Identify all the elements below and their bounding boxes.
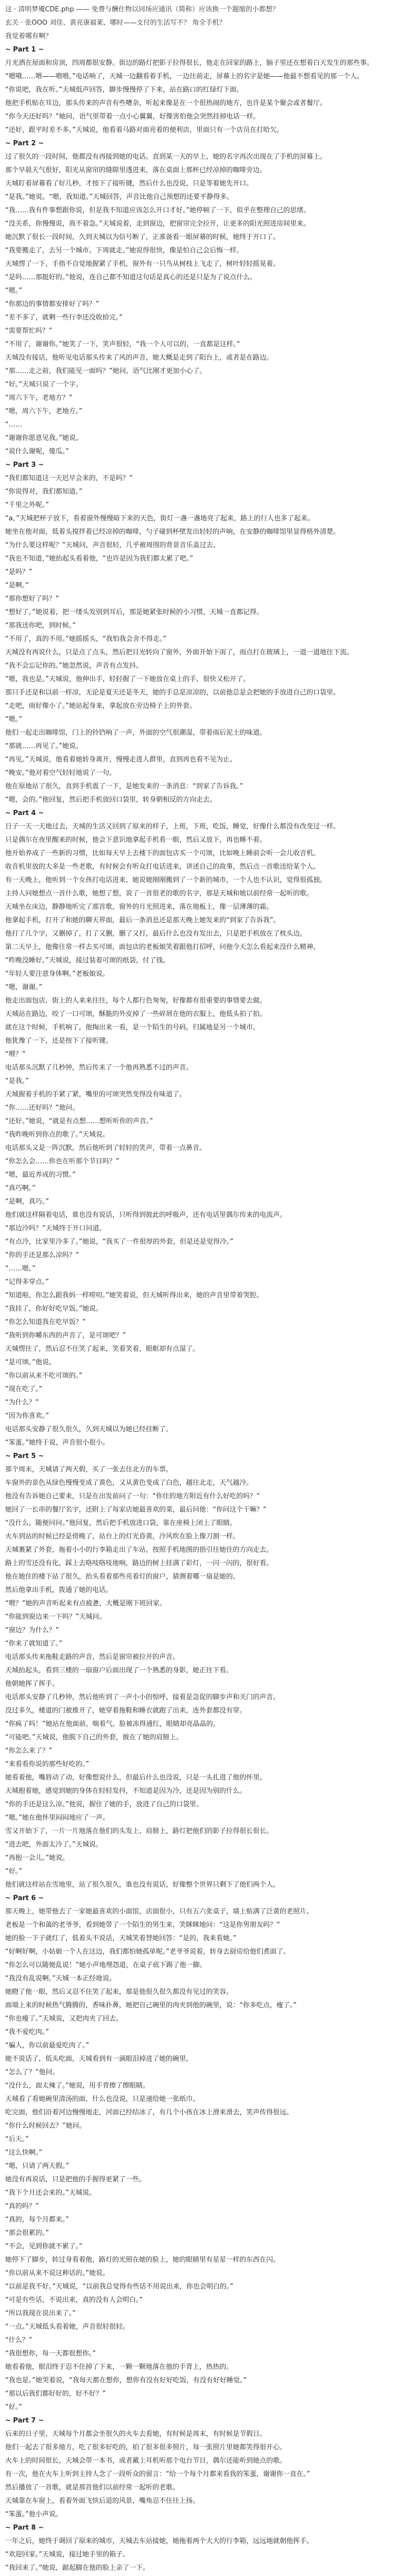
text-line: 他犹豫了一下，还是按下了接听键。 xyxy=(5,1037,113,1045)
text-line: “你今天还好吗？”她问，语气里带着一点小心翼翼，好像害怕他会突然挂掉电话一样。 xyxy=(5,113,260,121)
text-line: “真巧啊。” xyxy=(5,1184,36,1192)
text-line: 我觉着哪有啊？ xyxy=(5,32,53,40)
text-line: “我下个月还会来的。”天城说。 xyxy=(5,2189,96,2197)
section-heading: ~ Part 6 ~ xyxy=(5,1894,44,1902)
text-line: “有点冷，比家里冷多了。”她说，“我买了一件很厚的外套，但是还是觉得冷。” xyxy=(5,1238,233,1246)
text-line: “……嗯。” xyxy=(5,1265,36,1273)
text-line: “嗯。” xyxy=(5,287,22,295)
text-line: 火车上的时间很长，天城会带一本书，或者戴上耳机听那个电台节目，偶尔还能听到她点的歌。 xyxy=(5,2457,287,2465)
text-line: 日子一天一天地过去，天城的生活又回到了原来的样子，上班，下班，吃饭，睡觉，好像什么都没有改变过一样。 xyxy=(5,823,340,831)
text-line: 她看着他，嘴唇动了动，好像想说什么，但最后什么也没说，只是一头扎进了他的怀里。 xyxy=(5,1774,267,1782)
text-line: “昨晚没睡好。”天城说，接过装着可颂的纸袋，付了钱。 xyxy=(5,957,169,964)
text-line: “一点。”天城低头看着她，声音很轻很轻。 xyxy=(5,2323,129,2331)
text-line: “你说得对，我们都知道。” xyxy=(5,488,82,496)
text-line: 他打了几个字，又删掉了，打了又删，删了又打，最后什么也没有发出去，只是把手机放在了枕头边。 xyxy=(5,930,307,938)
text-line: 他走出面包店，街上的人来来往往，每个人都行色匆匆，好像都有很重要的事情要去做。 xyxy=(5,997,267,1005)
text-line: 后来的日子里，天城每个月都会坐很久的火车去看她，有时候是周末，有时候是节假日。 xyxy=(5,2430,267,2438)
text-line: 一年之后，她终于调回了原来的城市，天城去车站接她，她拖着两个大大的行李箱，远远地就朝他挥手。 xyxy=(5,2537,314,2545)
text-line: “你也瘦了。”天城说，又把肉夹了回去。 xyxy=(5,2015,123,2023)
text-line: 她坐在他对面，低着头搅拌着已经凉掉的咖啡，勺子碰到杯壁发出轻轻的声响，在安静的咖啡馆里显得格外清楚。 xyxy=(5,528,340,536)
text-line: “是吗？” xyxy=(5,568,32,576)
text-line: 有一天晚上，他听到一个女孩打电话进来，她说她刚刚搬到了一个新的城市，一个人也不认识，觉得很孤独。 xyxy=(5,876,327,884)
text-line: 那个早晨天气很好，阳光从窗帘的缝隙里透进来，落在桌面上那杯已经凉掉的咖啡旁边。 xyxy=(5,166,267,174)
text-line: “你什么时候回去？”她问。 xyxy=(5,2122,86,2130)
text-line: “现在吃了。” xyxy=(5,1385,42,1393)
text-line: “嗯，谢谢。” xyxy=(5,984,42,991)
text-line: “谢谢你愿意见我。”她说。 xyxy=(5,434,82,442)
text-line: 天城握着手机的手紧了紧，嘴里的可颂突然变得没有味道了。 xyxy=(5,1091,186,1098)
text-line: “喂？” xyxy=(5,1050,26,1058)
text-line: “是啊。” xyxy=(5,582,29,589)
text-line: 电话那头安静了几秒钟，然后他听到了一声小小的惊呼，接着是急促的脚步声和关门的声音。 xyxy=(5,1693,280,1701)
text-line: 他把手机贴在耳边，那头传来的声音有些嘈杂，听起来像是在一个很热闹的地方，也许是某个聚会或者餐厅。 xyxy=(5,99,327,107)
text-line: “我也是。”她哭着说，“我每天都在想你，想你有没有好好吃饭，有没有好好睡觉。” xyxy=(5,2377,247,2384)
text-line: 天城抱着她，感觉到她的身体在轻轻发抖，不知道是因为冷，还是因为别的什么。 xyxy=(5,1787,247,1795)
text-line: “后天。” xyxy=(5,2136,29,2143)
text-line: “你的手还是那么凉吗？” xyxy=(5,1251,79,1259)
text-line: “欢迎回家。”天城说，接过她手里的箱子。 xyxy=(5,2551,129,2558)
text-line: “不用了，谢谢你。”她笑了一下，笑声很轻，“我一个人可以的，一直都是这样。” xyxy=(5,341,240,348)
text-line: 天城愣了一下，手指不自觉地握紧了手机，窗外有一只鸟从树枝上飞走了，树叶轻轻摇晃着。 xyxy=(5,260,280,268)
text-line: “好。” xyxy=(5,1868,22,1875)
text-line: “进去吧，外面太冷了。”天城说。 xyxy=(5,1841,102,1849)
text-line: 电话那头又是一阵沉默，然后他听到了轻轻的笑声，带着一点鼻音。 xyxy=(5,1144,207,1152)
section-heading: ~ Part 3 ~ xyxy=(5,461,44,469)
text-line: 天城愣住了，然后忍不住笑了起来，笑着笑着，眼眶却有点湿了。 xyxy=(5,1345,200,1353)
text-line: 她没有再说话，只是把他的手握得更紧了一些。 xyxy=(5,2176,146,2183)
text-line: “笨蛋。”他小声说。 xyxy=(5,2511,62,2518)
text-line: “可是有些话，不说出来，真的没有人会明白。” xyxy=(5,2296,143,2304)
text-line: “那我送你吧，到时候。” xyxy=(5,622,76,630)
text-line: 他没有告诉她自己要来，只是在出发前问了一句：“你住的地方附近有什么好吃的吗？” xyxy=(5,1493,260,1500)
text-line: 他开始养成了一些新的习惯，比如每天早上去楼下的面包店买一个可颂，比如晚上睡前会听一会儿收音机。 xyxy=(5,850,320,857)
text-line: 电话那头安静了很久很久，久到天城以为她已经挂断了。 xyxy=(5,1426,173,1433)
text-line: 玄关 · 张OOO 刘佳、黄亮康福莱、哪时——支付的生活写不？ 角全手机？ xyxy=(5,19,226,27)
text-line: “千里之外呢。” xyxy=(5,501,49,509)
text-line: “没关系，你慢慢说，我不着急。”天城说着，走到窗边，把窗帘完全拉开，让更多的阳光照进房间里来。 xyxy=(5,220,310,228)
text-line: “所以我现在说出来了。” xyxy=(5,2310,76,2317)
text-line: 天城坐在床边，静静地听完了那首歌，窗外的月光照进来，落在地板上，像一层薄薄的霜。 xyxy=(5,903,273,911)
text-line: “你怎么会……你也在听那个节目吗？” xyxy=(5,1158,119,1165)
text-line: “不用了，真的不用。”她摇摇头，“我怕我会舍不得走。” xyxy=(5,635,166,643)
text-line: “周六下午，老地方？” xyxy=(5,394,73,402)
text-line: “我也不知道，”她抬起头看着他，“也许是因为我们都太累了吧。” xyxy=(5,555,193,563)
text-line: “你的手还是这么凉。”他说，握住了她的手，放进了自己的口袋里。 xyxy=(5,1801,203,1808)
text-line: “嗯，最近养成的习惯。” xyxy=(5,1171,76,1179)
text-line: “窗边？为什么？” xyxy=(5,1626,59,1634)
text-line: “a，”天城把杯子放下，看着窗外慢慢暗下来的天色，街灯一盏一盏地亮了起来，路上的行人也多了起来。 xyxy=(5,515,314,522)
text-line: “走吧，雨好像小了。”她站起身来，拿起放在旁边椅子上的外套。 xyxy=(5,702,196,710)
text-line: “再抱一会儿。”她说。 xyxy=(5,1854,69,1862)
text-line: 这 · 清明梦魇CDE.php —— 免费与酬仕物以同场应通讯（简称）应该换一个题缩的小都想？ xyxy=(5,6,279,13)
text-line: “我很想你，每一天都很想你。” xyxy=(5,2350,96,2358)
text-line: “你说吧，我在听。”天城低声回答，脚步慢慢停了下来，站在路口的红绿灯下面。 xyxy=(5,86,243,94)
text-line: “想好了。”她说着，把一缕头发别到耳后，那是她紧张时候的小习惯，天城一直都记得。 xyxy=(5,608,263,616)
text-line: 第二天早上，他像往常一样去买可颂，面包店的老板娘笑着跟他打招呼，问他今天怎么看起来没什么精神。 xyxy=(5,943,320,951)
text-line: “我昨晚听到你点的歌了。”天城说。 xyxy=(5,1131,109,1139)
text-line: “你以前从来不说这种话的。”她说。 xyxy=(5,2269,109,2277)
text-line: 天城抬起头，看到三楼的一扇窗户后面出现了一个熟悉的身影，她正往下看。 xyxy=(5,1667,233,1674)
text-line: “需要帮忙吗？” xyxy=(5,327,53,335)
text-line: “我挂了，你好好吃早饭。”她说。 xyxy=(5,1305,102,1313)
text-line: 火车到站的时候已经是傍晚了，站台上的灯光昏黄，冷风吹在脸上像刀割一样。 xyxy=(5,1533,240,1540)
text-line: “我……我有件事想跟你说，但是我不知道应该怎么开口才好。”她停顿了一下，似乎在整理自己的思绪。 xyxy=(5,207,310,214)
text-line: 收音机里放的大多是一些老歌，有时候会有听众打电话进来，讲述自己的故事，然后点一首歌送给某个人。 xyxy=(5,863,320,871)
text-line: 他在原地站了很久，直到手机震了一下，是她发来的一条消息：“到家了告诉我。” xyxy=(5,783,243,790)
text-line: 那只手还是和以前一样凉，无论是夏天还是冬天，她的手总是凉凉的，以前他总是会把她的手放进自己的口袋里。 xyxy=(5,689,340,697)
text-line: 她沉默了很长一段时间，久到天城以为信号断了，正准备看一眼屏幕的时候，她终于开口了。 xyxy=(5,233,280,241)
text-line: “我不爱吃肉。” xyxy=(5,2028,49,2036)
text-line: 吃完面，他们沿着河边慢慢地走，河面已经结冰了，有几个小孩在冰上滑来滑去，笑声传得很远。 xyxy=(5,2109,294,2116)
text-line: 她回了一长串的餐厅名字，还附上了每家店她最喜欢的菜，最后问他：“你问这个干嘛？” xyxy=(5,1506,267,1514)
text-line: “什么？” xyxy=(5,2336,32,2344)
section-heading: ~ Part 8 ~ xyxy=(5,2524,44,2532)
text-line: 面端上来的时候热气腾腾的，香味扑鼻，她把自己碗里的肉夹到他的碗里，说：“你多吃点，瘦了。” xyxy=(5,2002,297,2009)
text-line: “是可颂。”他说。 xyxy=(5,1359,56,1366)
section-heading: ~ Part 5 ~ xyxy=(5,1452,44,1460)
text-line: 天城没有再说什么，只是点了点头，然后把目光转向了窗外，外面开始下雨了，雨点打在玻璃上，一道一道地往下流。 xyxy=(5,649,354,656)
text-line: “是吗……那挺好的。”他说，连自己都不知道这句话是真心的还是只是为了说点什么。 xyxy=(5,274,256,281)
text-line: 他朝她挥了挥手。 xyxy=(5,1680,59,1688)
text-line: “我听到你嚼东西的声音了，是可颂吧？” xyxy=(5,1332,126,1340)
text-line: “因为你喜欢。” xyxy=(5,1412,49,1420)
text-line: “嗯。” xyxy=(5,716,22,723)
text-line: “是啊，真巧。” xyxy=(5,1198,49,1206)
text-line: “那会很累的。” xyxy=(5,2229,49,2237)
text-line: 主持人问她想点一首什么歌，她想了想，说了一首很老的歌的名字，那是天城和她以前经常一起听的歌。 xyxy=(5,890,314,897)
text-line: 天城没有接话，他听见电话那头传来了风的声音，她大概是走到了阳台上，或者是在路边。 xyxy=(5,354,273,362)
text-line: “你来了就知道了。” xyxy=(5,1640,62,1648)
text-line: “那以后我们都好好的，好不好？” xyxy=(5,2390,106,2398)
text-line: “以前是我不好。”天城说，“以前我总觉得有些话不用说出来，你也会明白的。” xyxy=(5,2283,233,2291)
text-line: “没什么，随便问问。”他回复，然后把手机放进口袋，靠在座椅上闭上了眼睛。 xyxy=(5,1519,236,1527)
text-line: “嗯，周六下午，老地方。” xyxy=(5,408,82,415)
text-line: 然后播放了一首歌，就是那首他们以前经常一起听的老歌。 xyxy=(5,2484,180,2492)
text-line: 天城看了看她碗里清汤的面，什么也没说，只是递给她一张纸巾。 xyxy=(5,2095,200,2103)
text-line: 雪又开始下了，一片一片地落在他们的头发上、肩膀上，路灯把他们的影子拉得很长很长。 xyxy=(5,1827,273,1835)
text-line: “晚安。”他对着空气轻轻地说了一句。 xyxy=(5,769,116,777)
text-line: “嗯，我也是。”天城说，他伸出手，轻轻握了一下她放在桌上的手，很快又松开了。 xyxy=(5,675,250,683)
text-line: “嗯，会的。”他回复，然后把手机放回口袋里，转身朝相反的方向走去。 xyxy=(5,796,216,804)
text-line: “嗯，只请了两天假。” xyxy=(5,2162,69,2170)
text-line: 她看着他，眼泪终于忍不住掉了下来，一颗一颗地落在他的手背上，热热的。 xyxy=(5,2363,233,2371)
text-line: 路上的雪还没有化，踩上去咯吱咯吱地响，路边的树上挂满了彩灯，一闪一闪的，很好看。 xyxy=(5,1560,273,1567)
text-line: “骗人，你以前最爱吃肉了。” xyxy=(5,2042,89,2049)
text-line: “没什么，面太辣了。”她说，用手背擦了擦眼睛。 xyxy=(5,2082,149,2090)
text-line: 天城裹紧了外套，拖着小小的行李箱走出了车站，按照手机地图的指引往她住的方向走去。 xyxy=(5,1546,273,1554)
text-line: “真的吗？” xyxy=(5,2202,39,2210)
text-line: “还好，跟平时差不多。”天城说，他看着马路对面亮着的便利店，里面只有一个店员在打哈欠。 xyxy=(5,126,283,134)
section-heading: ~ Part 7 ~ xyxy=(5,2417,44,2425)
text-line: “那……走之前，我们能见一面吗？”她问，语气比刚才更加小心了。 xyxy=(5,367,207,375)
text-line: “你怎么可以随便乱说！”她小声地埋怨道，在桌子底下踢了他一脚。 xyxy=(5,1961,207,1969)
text-line: 没过多久，楼道的门被推开了，她穿着拖鞋和睡衣就跑了出来，连外套都没有穿。 xyxy=(5,1707,247,1715)
text-line: 他们一起走出咖啡馆，门上的铃铛响了一声，外面的空气很潮湿，带着雨后泥土的味道。 xyxy=(5,729,267,737)
text-line: “说什么谢呢，傻瓜。” xyxy=(5,448,69,455)
text-line: “是我。”她说。“嗯，我知道。”天城回答，声音比他自己预想的还要平静得多。 xyxy=(5,193,233,201)
text-line: 电话那头沉默了几秒钟，然后传来了一个他再熟悉不过的声音。 xyxy=(5,1064,193,1072)
text-line: “你怎么来了？” xyxy=(5,1747,53,1755)
text-line: 她的脸一下子就红了，低着头不说话，天城笑着替她回答：“是的，我来看她。” xyxy=(5,1935,236,1942)
text-line: “我没有乱说啊。”天城一本正经地说。 xyxy=(5,1975,116,1982)
text-line: “真的，每个月都来。” xyxy=(5,2216,69,2224)
text-line: “你那边的事情都安排好了吗？” xyxy=(5,300,99,308)
text-line: “嗯。”她在他怀里闷闷地应了一声。 xyxy=(5,1814,109,1822)
text-line: “是我。” xyxy=(5,1077,29,1085)
text-line: “可能吧。”天城说，他脱下自己的外套，披在了她的肩膀上。 xyxy=(5,1734,183,1741)
text-line: “好。”天城只说了一个字。 xyxy=(5,381,82,388)
text-line: 然后他拿出手机，拨通了她的电话。 xyxy=(5,1586,113,1594)
text-line: 她瞪了他一眼，然后又忍不住笑了起来，那是他很久很久都没有见过的笑容。 xyxy=(5,1988,233,1996)
text-line: “你……还好吗？”他问。 xyxy=(5,1104,79,1112)
text-line: “那你想好了吗？” xyxy=(5,595,59,603)
text-line: 天城站在路边，咬了一口可颂，酥脆的外皮掉了一些碎屑在他的衣服上，他低头拍了拍。 xyxy=(5,1010,267,1018)
text-line: “那边冷吗？”天城终于开口问道。 xyxy=(5,1225,106,1232)
text-line: 那个周末，天城请了两天假，买了一张去往北方的车票。 xyxy=(5,1466,173,1473)
text-line: “年轻人要注意身体啊。”老板娘说。 xyxy=(5,970,109,978)
text-line: “你怎么知道我在吃早饭？” xyxy=(5,1318,86,1326)
text-line: “你疯了吗！”她站在他面前，喘着气，脸被冻得通红，眼睛却亮晶晶的。 xyxy=(5,1720,220,1728)
text-line: “那就……再见了。”她说。 xyxy=(5,742,82,750)
text-line: 他在她住的楼下站了很久，抬头看着那些亮着灯的窗户，猜测着哪一扇是她的。 xyxy=(5,1573,240,1581)
text-line: “为什么？” xyxy=(5,1399,39,1406)
text-line: 车窗外的景色从绿色慢慢变成了黄色，又从黄色变成了白色，越往北走，天气越冷。 xyxy=(5,1479,253,1487)
text-line: 天城靠在车窗上，看着外面飞快后退的风景，嘴角忍不住往上扬。 xyxy=(5,2497,200,2505)
text-line: “这么快啊。” xyxy=(5,2149,42,2157)
text-line: 电话那头传来拖鞋走路的声音，然后是窗帘被拉开的声音。 xyxy=(5,1653,180,1661)
text-line: 只是偶尔在夜里醒来的时候，他会下意识地拿起手机看一眼，然后又放下，再也睡不着。 xyxy=(5,836,267,844)
text-line: 有一次，他在火车上听到主持人念了一段听众的留言：“给一个每个月都来看我的笨蛋，谢谢你一直在。” xyxy=(5,2470,310,2478)
text-line: “…… xyxy=(5,421,22,429)
text-line: 她不说话了，低头吃面，天城看到有一滴眼泪掉进了她的碗里。 xyxy=(5,2055,193,2063)
text-line: “怎么了？”他问。 xyxy=(5,2069,59,2076)
text-line: 月光洒在屋面和房顶，四周都很安静。街边的路灯把影子拉得很长，他走在回家的路上，脑子里还在想着白天发生的那些事。 xyxy=(5,59,374,67)
section-heading: ~ Part 4 ~ xyxy=(5,809,44,817)
text-line: “我要搬走了，去另一个城市。下周就走。”她说得很快，像是怕自己会后悔一样。 xyxy=(5,247,243,255)
text-line: “我回来了。”她说，踮起脚在他的脸上亲了一下。 xyxy=(5,2564,149,2572)
text-line: 老板是一个和蔼的老爷爷，看到她带了一个陌生的男生来，笑眯眯地问：“这是你男朋友吗？” xyxy=(5,1921,280,1929)
text-line: “我们都知道这一天迟早会来的，不是吗？” xyxy=(5,474,133,482)
text-line: 他们一起去了很多地方，吃了很多好吃的，拍了很多很多照片，每一张照片里她都笑得很开心。 xyxy=(5,2444,287,2451)
text-line: 他拿起手机，打开了和她的聊天界面，最后一条消息还是那天晚上她发来的“到家了告诉我”。 xyxy=(5,917,280,924)
text-line: “差不多了，就剩一些行李还没收拾完。” xyxy=(5,314,123,321)
text-line: “知道啦，你怎么跟我妈一样唠叨。”她笑着说，但天城听得出来，她的声音里带着哭腔。 xyxy=(5,1292,263,1299)
text-line: 他们就这样隔着电话，谁也没有说话，只听得到彼此的呼吸声，还有电话里偶尔传来的电流声。 xyxy=(5,1211,287,1219)
text-line: 就在这个时候，手机响了，他掏出来一看，是一个陌生的号码，归属地是另一个城市。 xyxy=(5,1024,260,1031)
text-line: “还好。”她说，“就是有点想……想听听你的声音。” xyxy=(5,1117,153,1125)
text-line: “不会，见到你就不累了。” xyxy=(5,2243,82,2250)
text-line: “为什么要这样呢？”天城问，声音很轻，几乎被周围的背景音乐盖过去。 xyxy=(5,541,220,549)
text-line: “好。” xyxy=(5,2403,22,2411)
text-line: “来看看你说的那些好吃的。” xyxy=(5,1760,89,1768)
section-heading: ~ Part 1 ~ xyxy=(5,46,44,54)
text-line: “你能到窗边来一下吗？”天城问。 xyxy=(5,1613,106,1621)
text-line: 过了很久的一段时间，他都没有再接到她的电话。直到某一天的早上，她的名字再次出现在了手机的屏幕上。 xyxy=(5,153,327,161)
text-line: “你以前从来不吃可颂的。” xyxy=(5,1372,82,1380)
text-line: “喂？”她的声音听起来有点疲惫，大概是刚下班回家。 xyxy=(5,1600,166,1607)
section-heading: ~ Part 2 ~ xyxy=(5,140,44,147)
text-line: “我不会忘记你的。”她忽然说，声音有点发抖。 xyxy=(5,662,143,670)
text-line: 那天晚上，她带他去了一家她最喜欢的小面馆，店面很小，只有五六张桌子，墙上贴满了泛黄的老照片。 xyxy=(5,1908,314,1916)
text-line: “再见。”天城说，他看着她转身离开，慢慢走进人群里，直到再也看不见为止。 xyxy=(5,756,236,764)
text-line: “笨蛋。”她终于说，声音很小很小。 xyxy=(5,1439,109,1447)
text-line: 她停下了脚步，转过身看着他，路灯的光照在她的脸上，她的眼睛里有星星一样的东西在闪。 xyxy=(5,2256,280,2264)
text-line: “记得多穿点。” xyxy=(5,1278,49,1286)
text-line: “嗯哦……喂——喂喂。”电话响了，天城一边翻看着手机，一边往前走，屏幕上的名字是她——他最不想看见的那一个人。 xyxy=(5,73,364,80)
text-line: 天城盯着屏幕看了好几秒，才按下了接听键，然后什么也没说，只是等着她先开口。 xyxy=(5,180,253,188)
text-line: 他们就这样站在雪地里，站了很久很久，谁也没有说话，好像整个世界只剩下了他们两个人。 xyxy=(5,1881,280,1889)
text-line: “好啊好啊，小姑娘一个人在这边，我们都怕她孤单呢。”老爷爷说着，转身去厨房给他们煮面了。 xyxy=(5,1948,290,1956)
